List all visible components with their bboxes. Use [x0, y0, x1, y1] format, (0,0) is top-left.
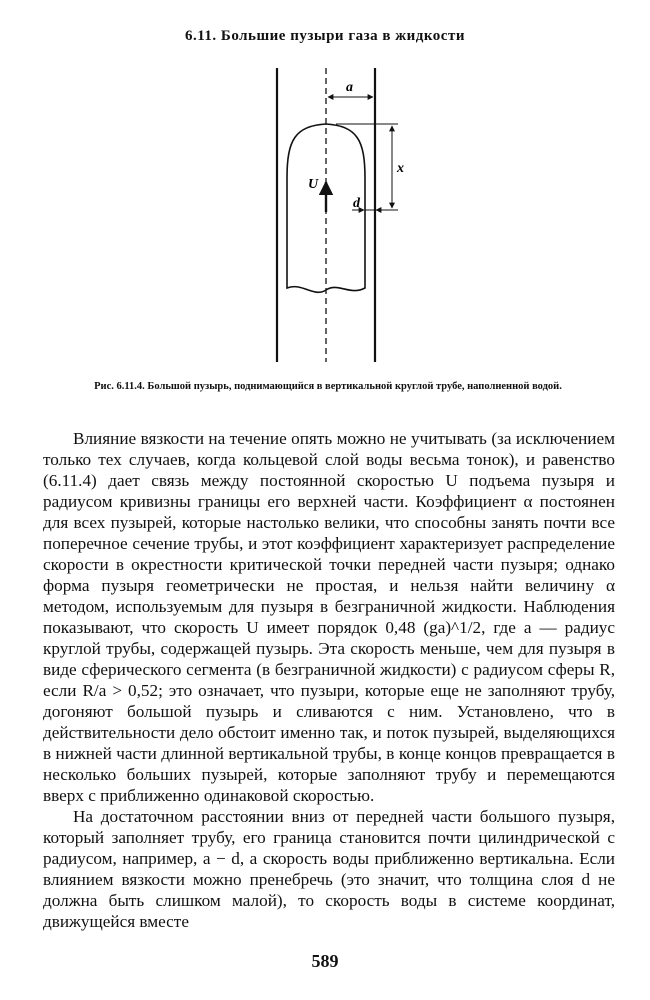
caption-prefix: Рис. 6.11.4.	[94, 381, 145, 392]
paragraph-2: На достаточном расстоянии вниз от передней части большого пузыря, который заполняет трубу, его граница становится почти цилиндрической с радиусом, например, a − d, а скорость воды приближенно вертикальна. Если влиянием вязкости можно пренебречь (это значит, что толщина слоя d не должна быть слишком малой), то скорость воды в системе координат, движущейся вместе	[43, 807, 615, 931]
figure-caption	[44, 381, 612, 393]
label-d: d	[353, 196, 360, 211]
label-a: a	[346, 80, 353, 95]
bubble-in-tube-figure	[240, 60, 420, 370]
label-u: U	[308, 177, 319, 192]
running-header: 6.11. Большие пузыри газа в жидкости	[185, 28, 465, 44]
caption-text: Большой пузырь, поднимающийся в вертикальной круглой трубе, наполненной водой.	[147, 381, 562, 392]
label-x: x	[397, 161, 404, 176]
page-number: 589	[311, 951, 339, 971]
body-text	[43, 428, 615, 932]
paragraph-1: Влияние вязкости на течение опять можно не учитывать (за исключением только тех случаев, когда кольцевой слой воды весьма тонок), и равенство (6.11.4) дает связь между постоянной скоростью U подъема пузыря и радиусом кривизны границы его верхней части. Коэффициент α постоянен для всех пузырей, которые настолько велики, что способны занять почти все поперечное сечение трубы, и этот коэффициент характеризует распределение скорости в окрестности критической точки передней части пузыря; однако форма пузыря геометрически не простая, и нельзя найти величину α методом, используемым для пузыря в безграничной жидкости. Наблюдения показывают, что скорость U имеет порядок 0,48 (ga)^1/2, где a — радиус круглой трубы, содержащей пузырь. Эта скорость меньше, чем для пузыря в виде сферического сегмента (в безграничной жидкости) с радиусом сферы R, если R/a > 0,52; это означает, что пузыри, которые еще не заполняют трубу, догоняют большой пузырь и сливаются с ним. Установлено, что в действительности дело обстоит именно так, и поток пузырей, выделяющихся в нижней части длинной вертикальной трубы, в конце концов превращается в несколько больших пузырей, которые заполняют трубу и перемещаются вверх с приближенно одинаковой скоростью.	[43, 429, 615, 805]
